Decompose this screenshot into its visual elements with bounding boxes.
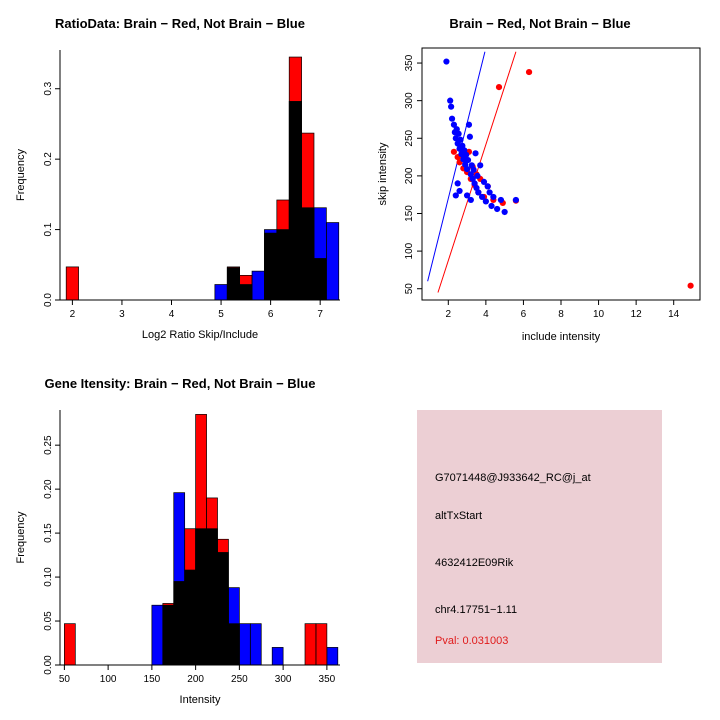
svg-text:0.00: 0.00 <box>43 655 54 675</box>
svg-text:250: 250 <box>404 129 415 147</box>
svg-text:Intensity: Intensity <box>179 694 221 706</box>
scatter-plot <box>360 0 720 360</box>
svg-text:12: 12 <box>630 309 642 320</box>
svg-text:300: 300 <box>404 92 415 110</box>
info-event-type: altTxStart <box>435 510 483 522</box>
svg-text:Log2 Ratio Skip/Include: Log2 Ratio Skip/Include <box>141 329 259 341</box>
info-probe-id: G7071448@J933642_RC@j_at <box>435 472 591 484</box>
svg-text:350: 350 <box>404 54 415 72</box>
svg-text:250: 250 <box>231 674 248 685</box>
gene-histogram-title: Gene Itensity: Brain − Red, Not Brain − Blue <box>44 376 316 391</box>
info-box <box>417 410 662 663</box>
svg-text:8: 8 <box>558 309 564 320</box>
scatter-title: Brain − Red, Not Brain − Blue <box>449 16 631 31</box>
svg-text:200: 200 <box>187 674 204 685</box>
ratio-histogram-title: RatioData: Brain − Red, Not Brain − Blue <box>55 16 305 31</box>
info-pval: Pval: 0.031003 <box>435 635 509 647</box>
svg-text:7: 7 <box>317 309 323 320</box>
svg-text:14: 14 <box>668 309 680 320</box>
svg-text:2: 2 <box>69 309 76 320</box>
svg-text:50: 50 <box>58 674 70 685</box>
svg-text:0.05: 0.05 <box>43 611 54 631</box>
svg-text:4: 4 <box>483 309 489 320</box>
info-location: chr4.17751−1.11 <box>435 604 518 616</box>
info-gene-symbol: 4632412E09Rik <box>435 557 514 569</box>
svg-text:0.3: 0.3 <box>43 81 54 96</box>
svg-text:100: 100 <box>99 674 117 685</box>
ratio-histogram-panel <box>0 0 360 360</box>
svg-text:Frequency: Frequency <box>15 149 27 201</box>
svg-text:3: 3 <box>119 309 125 320</box>
gene-histogram-panel <box>0 360 360 720</box>
scatter-panel <box>360 0 720 360</box>
svg-text:skip intensity: skip intensity <box>377 142 389 206</box>
svg-text:150: 150 <box>404 205 415 222</box>
svg-text:Frequency: Frequency <box>15 511 27 564</box>
svg-text:5: 5 <box>218 309 224 320</box>
svg-text:100: 100 <box>404 242 415 260</box>
svg-text:0.2: 0.2 <box>43 152 54 167</box>
svg-text:10: 10 <box>593 309 605 320</box>
svg-text:350: 350 <box>318 674 336 685</box>
svg-text:4: 4 <box>168 309 175 320</box>
svg-text:include intensity: include intensity <box>521 331 601 343</box>
svg-text:0.15: 0.15 <box>43 523 54 543</box>
svg-text:6: 6 <box>267 309 274 320</box>
svg-text:0.10: 0.10 <box>43 567 54 587</box>
svg-text:200: 200 <box>404 167 415 185</box>
svg-text:50: 50 <box>404 283 415 295</box>
svg-text:2: 2 <box>445 309 452 320</box>
svg-text:0.20: 0.20 <box>43 479 54 499</box>
svg-text:0.25: 0.25 <box>43 435 54 455</box>
ratio-histogram-plot <box>0 0 360 360</box>
gene-histogram-plot <box>0 360 360 720</box>
svg-text:150: 150 <box>143 674 161 685</box>
svg-text:300: 300 <box>274 674 292 685</box>
svg-text:0.0: 0.0 <box>43 293 54 307</box>
svg-text:0.1: 0.1 <box>43 222 54 237</box>
svg-text:6: 6 <box>520 309 527 320</box>
